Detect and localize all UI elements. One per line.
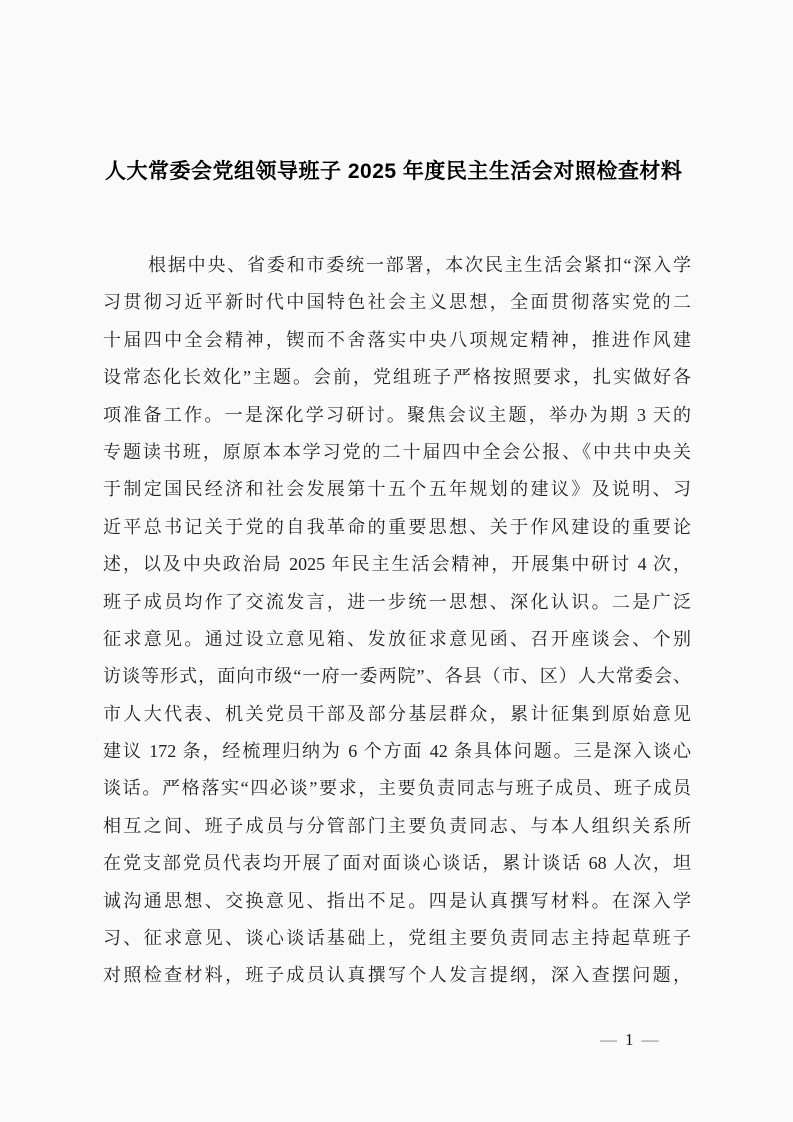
- page-number: [600, 1028, 661, 1052]
- page-number-right-dash: —: [641, 1030, 661, 1049]
- body-text-line: 述，以及中央政治局 2025 年民主生活会精神，开展集中研讨 4 次，: [103, 554, 691, 575]
- body-text-line: 习、征求意见、谈心谈话基础上，党组主要负责同志主持起草班子: [103, 928, 691, 949]
- body-text-line: 班子成员均作了交流发言，进一步统一思想、深化认识。二是广泛: [103, 591, 691, 612]
- page-number-left-dash: —: [600, 1030, 619, 1049]
- body-text-line: 建议 172 条，经梳理归纳为 6 个方面 42 条具体问题。三是深入谈心: [103, 741, 691, 762]
- body-text-line: 市人大代表、机关党员干部及部分基层群众，累计征集到原始意见: [103, 703, 691, 724]
- document-body: [103, 247, 691, 995]
- body-text-line: 习贯彻习近平新时代中国特色社会主义思想，全面贯彻落实党的二: [103, 292, 691, 313]
- body-text-line: 谈话。严格落实“四必谈”要求，主要负责同志与班子成员、班子成员: [103, 778, 691, 799]
- body-text-line: 诚沟通思想、交换意见、指出不足。四是认真撰写材料。在深入学: [103, 890, 691, 911]
- body-text-line: 相互之间、班子成员与分管部门主要负责同志、与本人组织关系所: [103, 815, 691, 836]
- page-number-value: 1: [625, 1030, 636, 1049]
- body-text-line: 根据中央、省委和市委统一部署，本次民主生活会紧扣“深入学: [148, 255, 691, 275]
- document-title: 人大常委会党组领导班子 2025 年度民主生活会对照检查材料: [105, 160, 683, 183]
- body-text-line: 在党支部党员代表均开展了面对面谈心谈话，累计谈话 68 人次，坦: [103, 853, 691, 874]
- body-text-line: 近平总书记关于党的自我革命的重要思想、关于作风建设的重要论: [103, 516, 691, 537]
- body-text-line: 访谈等形式，面向市级“一府一委两院”、各县（市、区）人大常委会、: [103, 666, 691, 687]
- body-text-line: 于制定国民经济和社会发展第十五个五年规划的建议》及说明、习: [103, 479, 691, 500]
- body-text-line: 项准备工作。一是深化学习研讨。聚焦会议主题，举办为期 3 天的: [103, 404, 691, 425]
- body-text-line: 对照检查材料，班子成员认真撰写个人发言提纲，深入查摆问题，: [103, 965, 691, 986]
- body-text-line: 征求意见。通过设立意见箱、发放征求意见函、召开座谈会、个别: [103, 628, 691, 649]
- body-text-line: 专题读书班，原原本本学习党的二十届四中全会公报、《中共中央关: [103, 441, 691, 462]
- body-text-line: 设常态化长效化”主题。会前，党组班子严格按照要求，扎实做好各: [103, 367, 691, 388]
- body-text-line: 十届四中全会精神，锲而不舍落实中央八项规定精神，推进作风建: [103, 329, 691, 350]
